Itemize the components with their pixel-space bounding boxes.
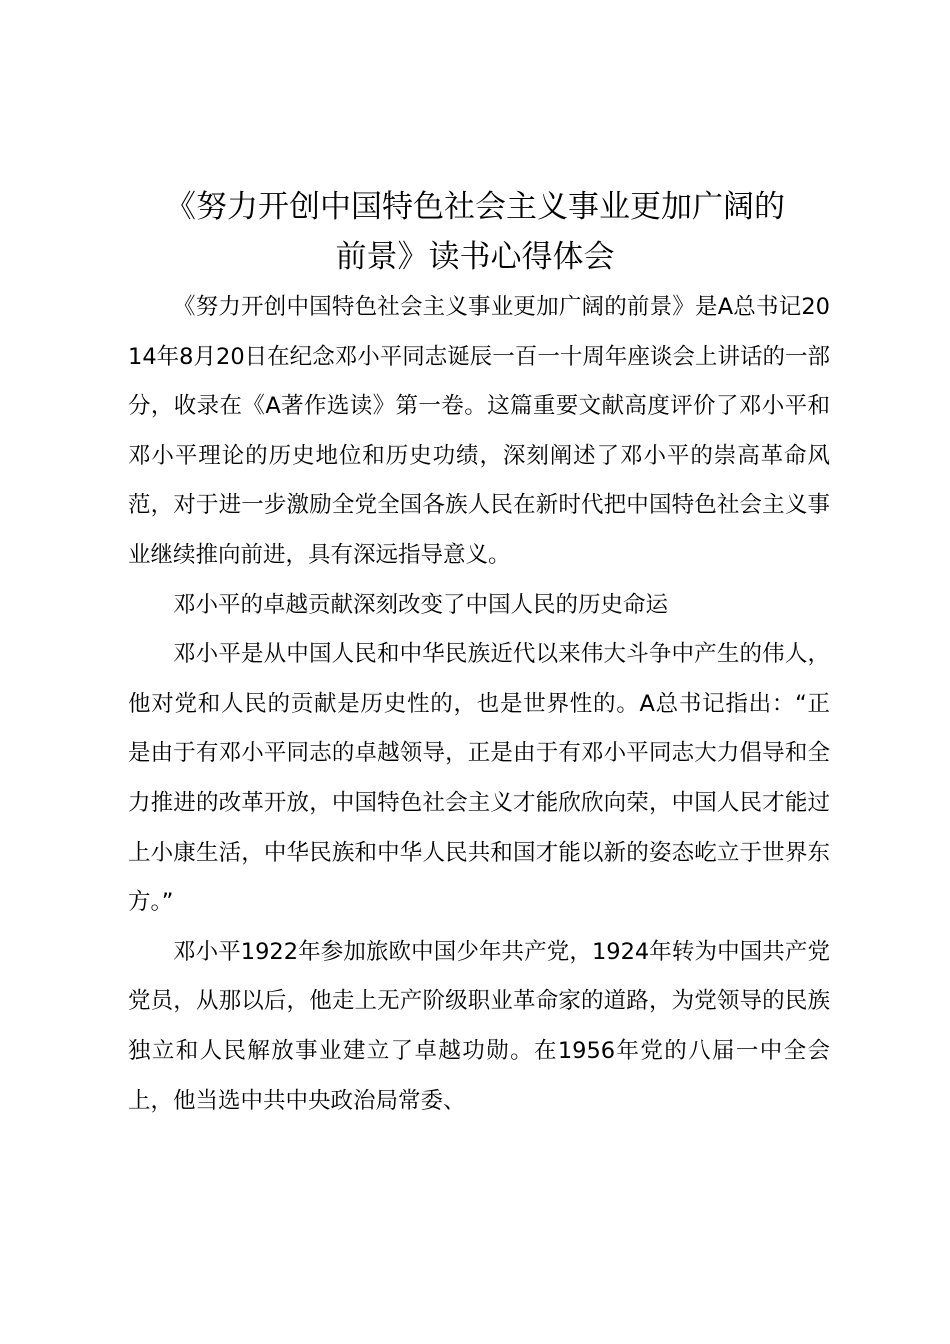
title-line-2: 前景》读书心得体会 bbox=[335, 239, 615, 275]
paragraph-biography: 邓小平1922年参加旅欧中国少年共产党，1924年转为中国共产党党员，从那以后，他走上无产阶级职业革命家的道路，为党领导的民族独立和人民解放事业建立了卓越功勋。在1956年党的八届一中全会上，他当选中共中央政治局常委、 bbox=[128, 938, 830, 1114]
document-body bbox=[128, 283, 830, 1126]
title-line-1: 《努力开创中国特色社会主义事业更加广阔的 bbox=[165, 189, 785, 225]
paragraph-intro: 《努力开创中国特色社会主义事业更加广阔的前景》是A总书记2014年8月20日在纪念邓小平同志诞辰一百一十周年座谈会上讲话的一部分，收录在《A著作选读》第一卷。这篇重要文献高度评价了邓小平和邓小平理论的历史地位和历史功绩，深刻阐述了邓小平的崇高革命风范，对于进一步激励全党全国各族人民在新时代把中国特色社会主义事业继续推向前进，具有深远指导意义。 bbox=[128, 294, 830, 568]
paragraph-contribution: 邓小平是从中国人民和中华民族近代以来伟大斗争中产生的伟人，他对党和人民的贡献是历史性的，也是世界性的。A总书记指出：“正是由于有邓小平同志的卓越领导，正是由于有邓小平同志大力倡导和全力推进的改革开放，中国特色社会主义才能欣欣向荣，中国人民才能过上小康生活，中华民族和中华人民共和国才能以新的姿态屹立于世界东方。” bbox=[128, 641, 830, 916]
section-heading: 邓小平的卓越贡献深刻改变了中国人民的历史命运 bbox=[173, 591, 669, 618]
document-title bbox=[120, 182, 830, 282]
